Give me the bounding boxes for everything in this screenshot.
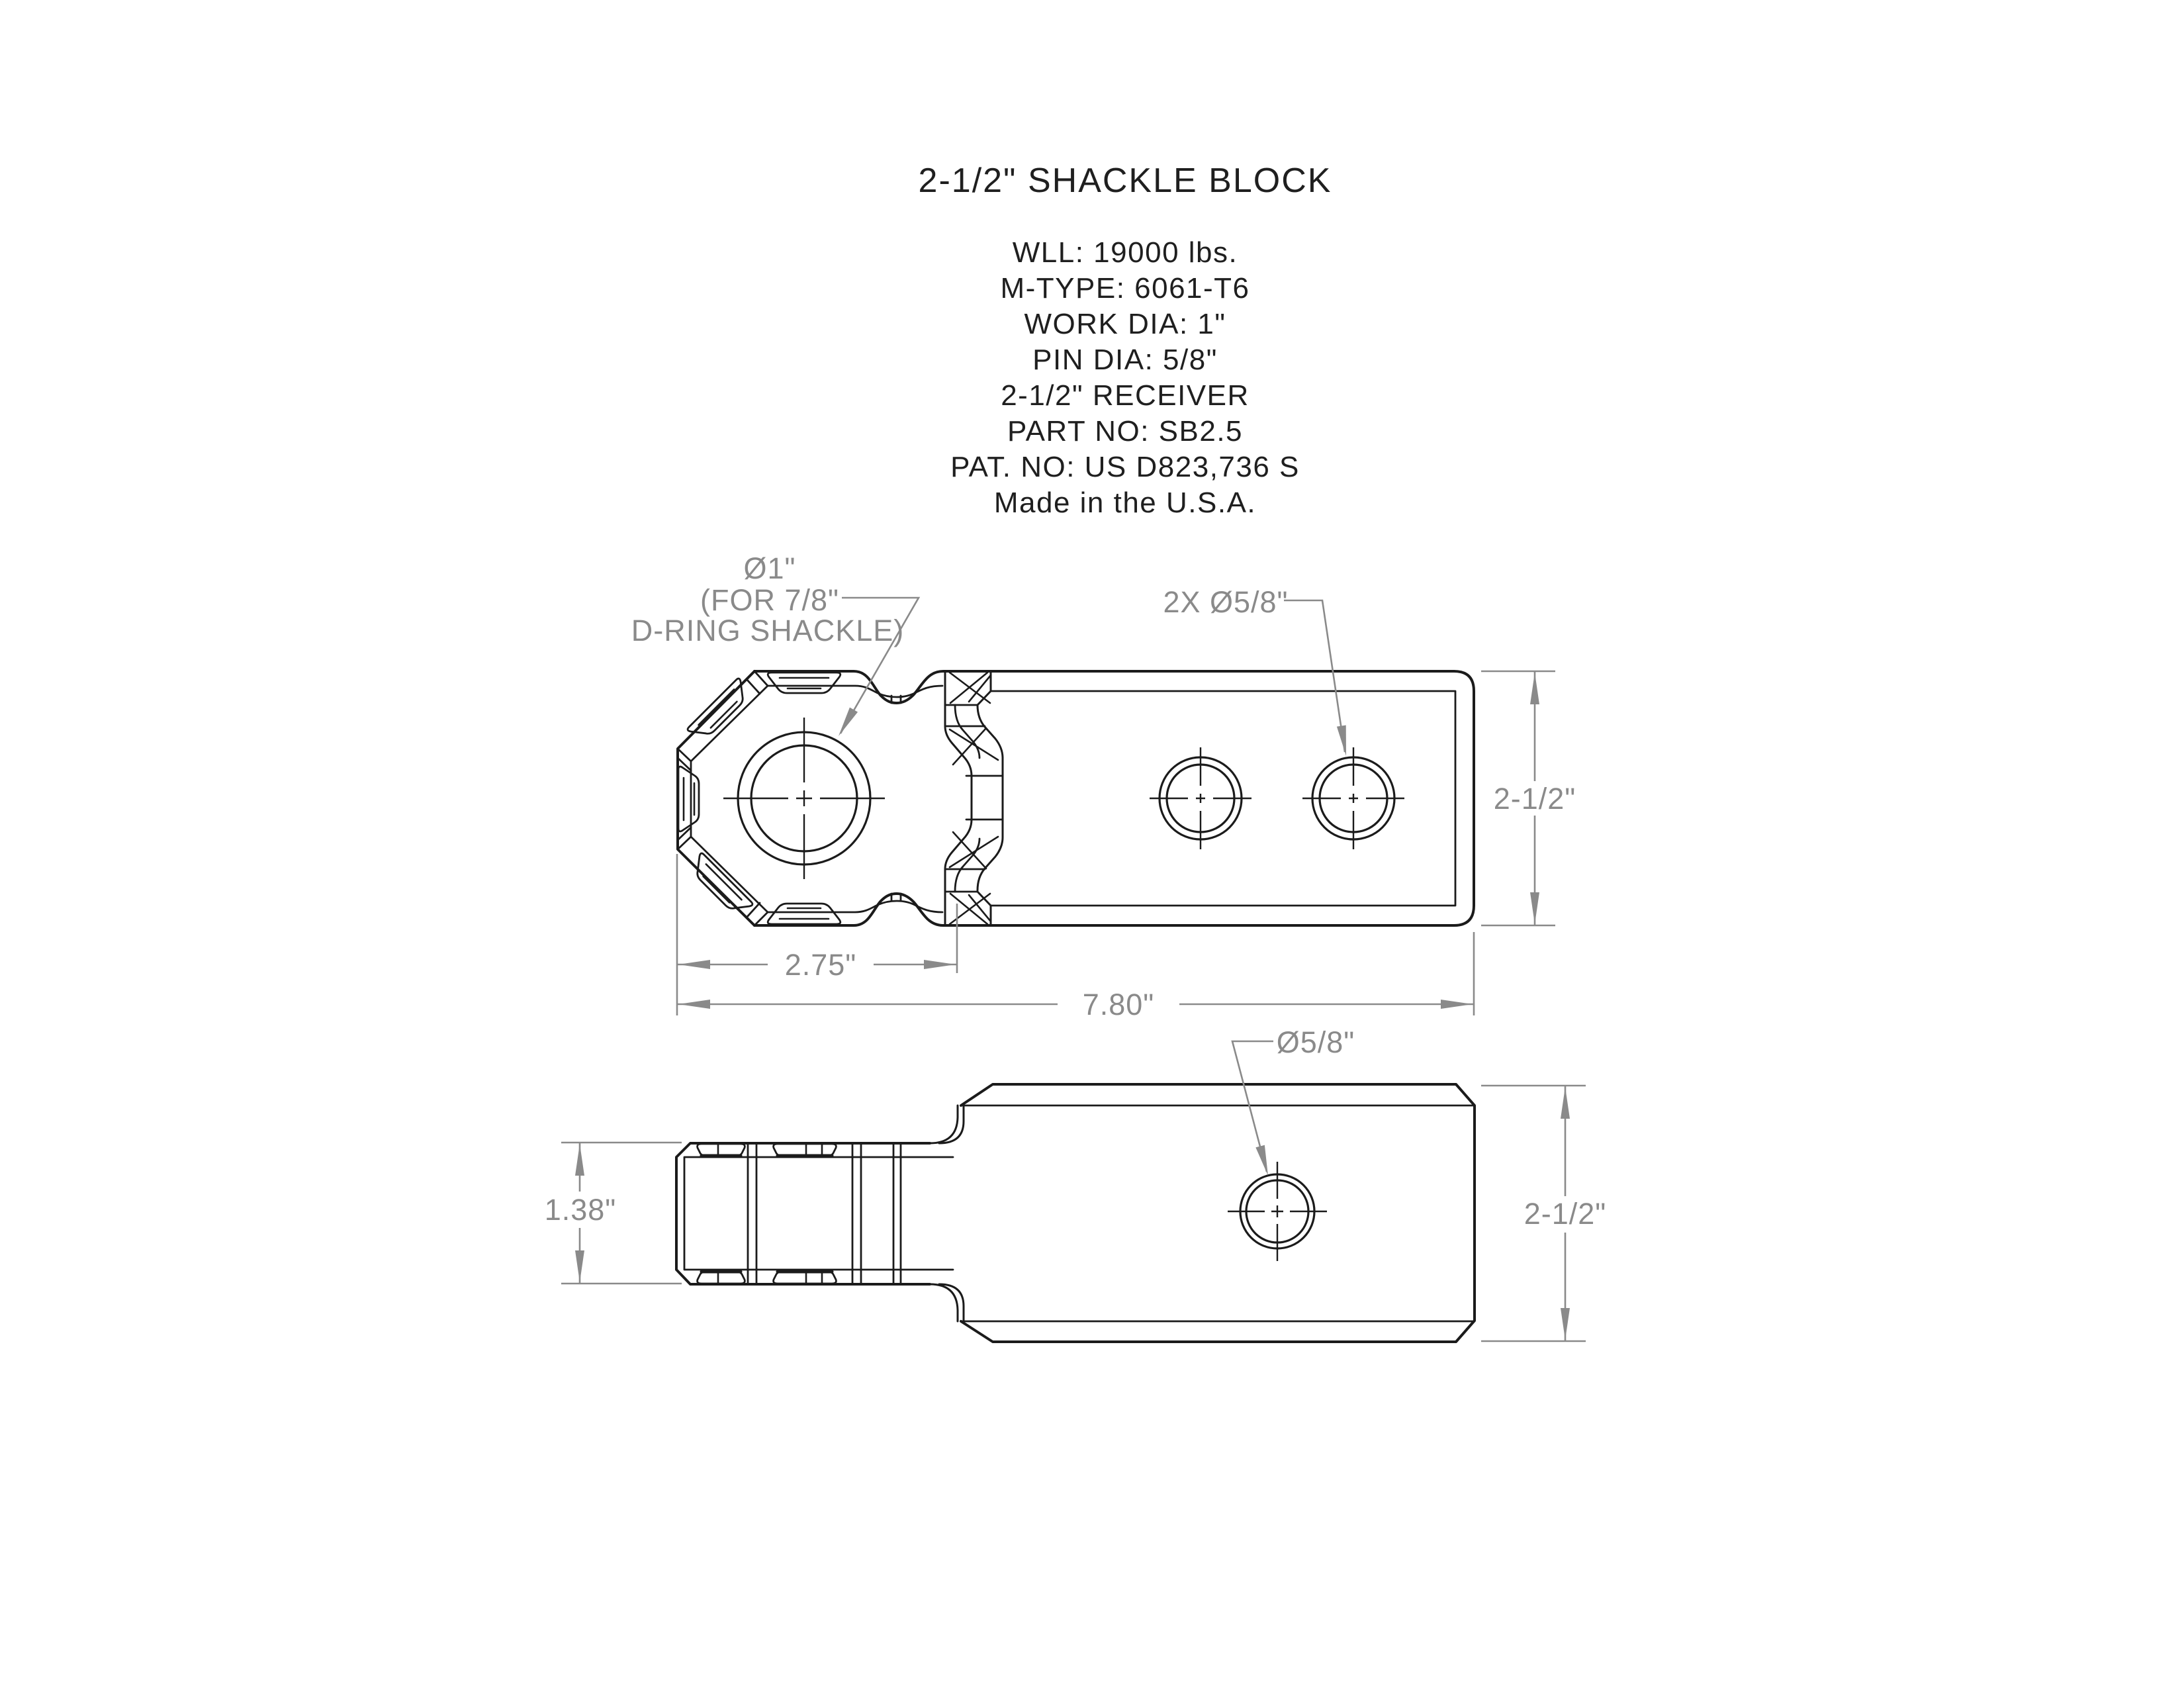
spec-pin-dia: PIN DIA: 5/8" (1032, 344, 1218, 376)
note-side-pin-hole-text: Ø5/8" (1276, 1025, 1355, 1059)
spec-part-no: PART NO: SB2.5 (1007, 415, 1244, 447)
spec-wll: WLL: 19000 lbs. (1012, 236, 1238, 269)
note-pin-holes-text: 2X Ø5/8" (1163, 585, 1289, 619)
dim-side-height-text: 2-1/2" (1524, 1197, 1607, 1231)
note-shackle-hole-line1: Ø1" (743, 551, 796, 585)
dim-mount-height-text: 1.38" (544, 1193, 617, 1227)
spec-work-dia: WORK DIA: 1" (1024, 308, 1226, 340)
dim-overall-length-text: 7.80" (1082, 988, 1155, 1021)
spec-receiver: 2-1/2" RECEIVER (1001, 379, 1250, 412)
spec-patent-no: PAT. NO: US D823,736 S (950, 451, 1300, 483)
spec-made-in-usa: Made in the U.S.A. (993, 487, 1257, 519)
note-shackle-hole-line2: (FOR 7/8" (700, 583, 840, 617)
dim-mount-length-text: 2.75" (784, 948, 857, 982)
drawing-title: 2-1/2" SHACKLE BLOCK (918, 162, 1332, 200)
spec-material-type: M-TYPE: 6061-T6 (1000, 272, 1250, 305)
note-shackle-hole-line3: D-RING SHACKLE) (631, 614, 905, 647)
dim-top-height-text: 2-1/2" (1493, 782, 1576, 816)
